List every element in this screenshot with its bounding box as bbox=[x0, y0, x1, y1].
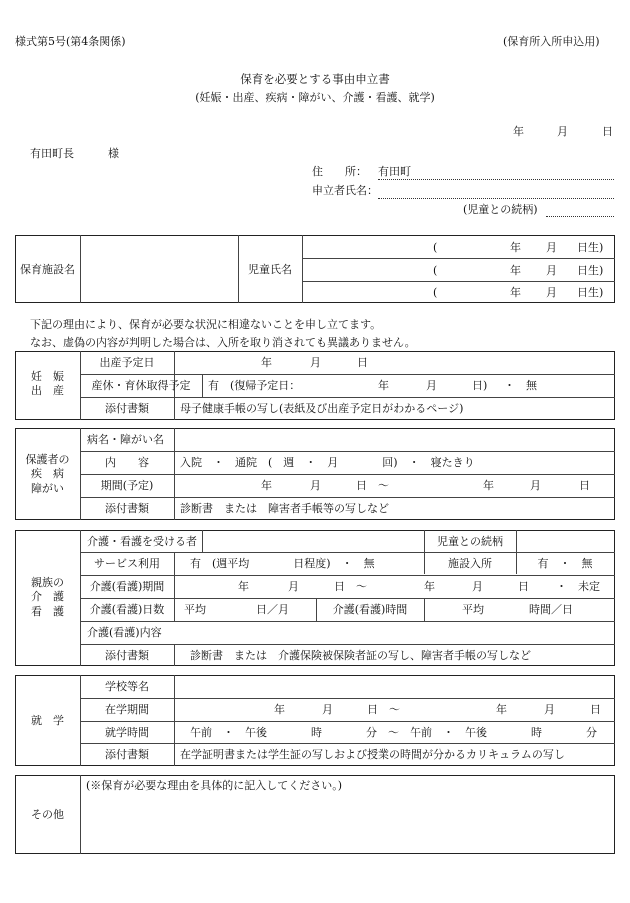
declaration-line-1: 下記の理由により、保育が必要な状況に相違ないことを申し立てます。 bbox=[30, 318, 382, 331]
school-name-label: 学校等名 bbox=[105, 680, 149, 693]
pregnancy-attachment-label: 添付書類 bbox=[105, 402, 149, 415]
illness-from-year[interactable]: 年 bbox=[261, 479, 272, 492]
address-underline bbox=[378, 179, 614, 180]
divider bbox=[80, 397, 615, 398]
due-day[interactable]: 日 bbox=[357, 356, 368, 369]
birth-day: 日生) bbox=[577, 264, 604, 277]
pregnancy-section-label bbox=[15, 370, 80, 399]
facility-admission-value[interactable]: 有 ・ 無 bbox=[537, 557, 593, 570]
birth-year: 年 bbox=[510, 286, 521, 299]
care-from-year[interactable]: 年 bbox=[238, 580, 249, 593]
birth-open: ( bbox=[433, 286, 438, 299]
service-label: サービス利用 bbox=[94, 557, 160, 570]
school-attachment-label: 添付書類 bbox=[105, 748, 149, 761]
due-month[interactable]: 月 bbox=[310, 356, 321, 369]
care-from-month[interactable]: 月 bbox=[288, 580, 299, 593]
facility-name-field[interactable] bbox=[81, 236, 237, 302]
care-recipient-label: 介護・看護を受ける者 bbox=[87, 535, 197, 548]
enroll-from-day[interactable]: 日 ～ bbox=[367, 703, 400, 716]
addressee-honorific: 様 bbox=[108, 147, 119, 160]
care-section-label bbox=[15, 576, 80, 619]
care-to-day[interactable]: 日 bbox=[518, 580, 529, 593]
divider bbox=[80, 598, 615, 599]
birth-open: ( bbox=[433, 241, 438, 254]
divider bbox=[80, 698, 615, 699]
illness-content-value[interactable]: 入院 ・ 通院 ( 週 ・ 月 回) ・ 寝たきり bbox=[180, 456, 475, 469]
disease-name-field[interactable] bbox=[175, 429, 614, 451]
divider bbox=[80, 743, 615, 744]
birth-year: 年 bbox=[510, 264, 521, 277]
leave-yes[interactable]: 有 (復帰予定日： bbox=[208, 379, 301, 392]
section-label-text: 疾 病 bbox=[31, 467, 64, 481]
divider bbox=[202, 374, 203, 397]
divider bbox=[80, 552, 615, 553]
enroll-to-day[interactable]: 日 bbox=[590, 703, 601, 716]
section-label-text: 親族の bbox=[31, 576, 64, 589]
illness-attachment-value: 診断書 または 障害者手帳等の写しなど bbox=[180, 502, 389, 515]
care-days-label: 介護(看護)日数 bbox=[89, 603, 165, 616]
address-label: 住 所： bbox=[312, 165, 367, 178]
care-hours-unit[interactable]: 時間／日 bbox=[529, 603, 573, 616]
illness-to-month[interactable]: 月 bbox=[530, 479, 541, 492]
care-hours-avg: 平均 bbox=[462, 603, 484, 616]
school-hours-value[interactable]: 午前 ・ 午後 時 分 ～ 午前 ・ 午後 時 分 bbox=[190, 726, 597, 739]
divider bbox=[174, 552, 175, 622]
illness-section-label bbox=[15, 453, 80, 496]
page-subtitle: (妊娠・出産、疾病・障がい、介護・看護、就学) bbox=[195, 91, 435, 104]
care-relation-field[interactable] bbox=[517, 531, 614, 552]
school-name-field[interactable] bbox=[175, 676, 614, 698]
return-day: 日) bbox=[472, 379, 488, 392]
divider bbox=[80, 374, 615, 375]
illness-from-month[interactable]: 月 bbox=[310, 479, 321, 492]
due-date-label: 出産予定日 bbox=[99, 356, 155, 369]
due-year[interactable]: 年 bbox=[261, 356, 272, 369]
care-recipient-field[interactable] bbox=[203, 531, 423, 552]
care-relation-label: 児童との続柄 bbox=[437, 535, 503, 548]
divider bbox=[80, 644, 615, 645]
addressee-name: 有田町長 bbox=[30, 147, 74, 160]
section-label-text: 介 護 bbox=[31, 590, 64, 604]
facility-label: 保育施設名 bbox=[20, 263, 75, 276]
divider bbox=[80, 451, 615, 452]
care-to-year[interactable]: 年 bbox=[424, 580, 435, 593]
child-row[interactable] bbox=[303, 259, 614, 281]
disease-name-label: 病名・障がい名 bbox=[87, 433, 164, 446]
divider bbox=[174, 644, 175, 666]
declaration-line-2: なお、虚偽の内容が判明した場合は、入所を取り消されても異議ありません。 bbox=[30, 336, 416, 349]
care-content-label: 介護(看護)内容 bbox=[87, 626, 162, 639]
school-section-label: 就 学 bbox=[31, 714, 64, 727]
enroll-from-month[interactable]: 月 bbox=[322, 703, 333, 716]
care-to-month[interactable]: 月 bbox=[472, 580, 483, 593]
illness-attachment-label: 添付書類 bbox=[105, 502, 149, 515]
enroll-from-year[interactable]: 年 bbox=[274, 703, 285, 716]
illness-to-day[interactable]: 日 bbox=[579, 479, 590, 492]
illness-content-label: 内 容 bbox=[105, 456, 149, 469]
care-hours-label: 介護(看護)時間 bbox=[332, 603, 408, 616]
applicant-name-field[interactable] bbox=[378, 198, 614, 199]
divider bbox=[80, 474, 615, 475]
return-year: 年 bbox=[378, 379, 389, 392]
illness-from-day[interactable]: 日 ～ bbox=[356, 479, 389, 492]
other-note: (※保育が必要な理由を具体的に記入してください。) bbox=[86, 779, 343, 792]
divider bbox=[424, 598, 425, 622]
enroll-to-month[interactable]: 月 bbox=[544, 703, 555, 716]
child-row[interactable] bbox=[303, 282, 614, 302]
relation-label: (児童との続柄) bbox=[463, 203, 538, 216]
applicant-name-label: 申立者氏名： bbox=[312, 184, 378, 197]
date-year: 年 bbox=[513, 125, 524, 138]
care-days-avg: 平均 bbox=[184, 603, 206, 616]
other-section-label: その他 bbox=[31, 808, 64, 821]
child-name-label: 児童氏名 bbox=[248, 263, 292, 276]
care-period-label: 介護(看護)期間 bbox=[89, 580, 165, 593]
return-month: 月 bbox=[426, 379, 437, 392]
leave-no[interactable]: ・ 無 bbox=[504, 379, 537, 392]
school-hours-label: 就学時間 bbox=[105, 726, 149, 739]
care-attachment-label: 添付書類 bbox=[105, 649, 149, 662]
relation-field[interactable] bbox=[546, 216, 614, 217]
section-label-text: 妊 娠 bbox=[31, 370, 64, 383]
form-usage: (保育所入所申込用) bbox=[503, 35, 600, 48]
illness-to-year[interactable]: 年 bbox=[483, 479, 494, 492]
enrollment-period-label: 在学期間 bbox=[105, 703, 149, 716]
pregnancy-attachment-value: 母子健康手帳の写し(表紙及び出産予定日がわかるページ) bbox=[180, 402, 464, 415]
service-value[interactable]: 有 (週平均 日程度) ・ 無 bbox=[190, 557, 375, 570]
school-attachment-value: 在学証明書または学生証の写しおよび授業の時間が分かるカリキュラムの写し bbox=[180, 748, 565, 761]
section-label-text: 看 護 bbox=[31, 604, 64, 618]
birth-day: 日生) bbox=[577, 286, 604, 299]
enroll-to-year[interactable]: 年 bbox=[496, 703, 507, 716]
section-label-text: 障がい bbox=[31, 481, 64, 495]
care-undecided[interactable]: ・ 未定 bbox=[556, 580, 600, 593]
care-content-field[interactable] bbox=[175, 622, 614, 644]
form-number: 様式第5号(第4条関係) bbox=[15, 35, 126, 48]
child-row[interactable] bbox=[303, 236, 614, 258]
birth-open: ( bbox=[433, 264, 438, 277]
birth-day: 日生) bbox=[577, 241, 604, 254]
section-label-text: 保護者の bbox=[25, 453, 70, 466]
leave-label: 産休・育休取得予定 bbox=[91, 379, 191, 392]
care-from-day[interactable]: 日 ～ bbox=[334, 580, 367, 593]
birth-year: 年 bbox=[510, 241, 521, 254]
birth-month: 月 bbox=[546, 264, 557, 277]
birth-month: 月 bbox=[546, 241, 557, 254]
other-reason-field[interactable] bbox=[81, 796, 614, 853]
date-day: 日 bbox=[602, 125, 613, 138]
illness-period-label: 期間(予定) bbox=[100, 479, 154, 492]
divider bbox=[80, 497, 615, 498]
date-month: 月 bbox=[557, 125, 568, 138]
birth-month: 月 bbox=[546, 286, 557, 299]
address-value[interactable]: 有田町 bbox=[378, 165, 411, 178]
facility-admission-label: 施設入所 bbox=[448, 557, 492, 570]
care-attachment-value: 診断書 または 介護保険被保険者証の写し、障害者手帳の写しなど bbox=[190, 649, 531, 662]
care-days-unit[interactable]: 日／月 bbox=[256, 603, 289, 616]
page-title: 保育を必要とする事由申立書 bbox=[240, 72, 390, 86]
divider bbox=[80, 721, 615, 722]
divider bbox=[80, 575, 615, 576]
section-label-text: 出 産 bbox=[31, 384, 64, 398]
